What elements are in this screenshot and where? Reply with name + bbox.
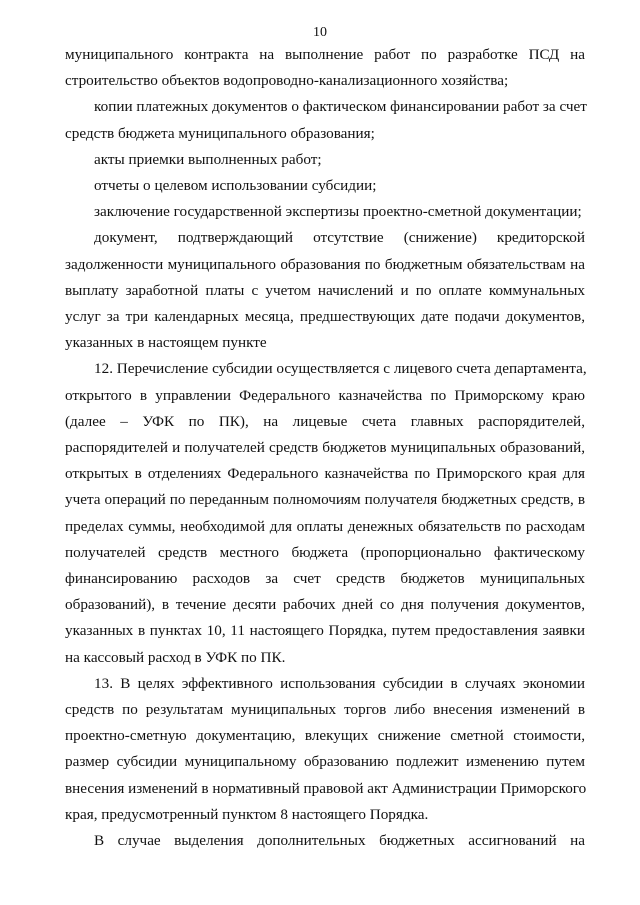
text-line: открытых в отделениях Федерального казначейства по Приморского края для [65, 465, 585, 483]
text-line: края, предусмотренный пунктом 8 настоящего Порядка. [65, 805, 429, 823]
text-line: проектно-сметную документацию, влекущих снижение сметной стоимости, [65, 727, 585, 745]
text-line: средств бюджета муниципального образования; [65, 124, 375, 142]
text-line: акты приемки выполненных работ; [94, 150, 322, 168]
text-line: открытого в управлении Федерального казначейства по Приморскому краю [65, 386, 585, 404]
text-line: выплату заработной платы с учетом начислений и по оплате коммунальных [65, 281, 585, 299]
text-line: документ, подтверждающий отсутствие (снижение) кредиторской [94, 229, 585, 247]
text-line: средств по результатам муниципальных торгов либо внесения изменений в [65, 701, 585, 718]
text-line: образований), в течение десяти рабочих дней со дня получения документов, [65, 596, 585, 614]
text-line: финансированию расходов за счет средств бюджетов муниципальных [65, 570, 585, 587]
text-line: учета операций по переданным полномочиям получателя бюджетных средств, в [65, 491, 585, 509]
text-line: В случае выделения дополнительных бюджетных ассигнований на [94, 832, 585, 849]
text-line: указанных в пунктах 10, 11 настоящего Порядка, путем предоставления заявки [65, 622, 585, 640]
page-number: 10 [313, 25, 327, 40]
text-line: внесения изменений в нормативный правовой акт Администрации Приморского [65, 779, 587, 797]
text-line: пределах суммы, необходимой для оплаты денежных обязательств по расходам [65, 517, 585, 535]
text-line: муниципального контракта на выполнение работ по разработке ПСД на [65, 46, 585, 63]
text-line: 13. В целях эффективного использования субсидии в случаях экономии [94, 674, 585, 692]
text-line: строительство объектов водопроводно-канализационного хозяйства; [65, 72, 509, 90]
text-line: задолженности муниципального образования по бюджетным обязательствам на [65, 255, 585, 273]
text-line: размер субсидии муниципальному образованию подлежит изменению путем [65, 753, 585, 771]
text-line: заключение государственной экспертизы проектно-сметной документации; [94, 203, 582, 221]
text-line: на кассовый расход в УФК по ПК. [65, 648, 286, 666]
text-line: отчеты о целевом использовании субсидии; [94, 177, 377, 194]
text-line: распорядителей и получателей средств бюджетов муниципальных образований, [65, 439, 585, 456]
text-line: 12. Перечисление субсидии осуществляется с лицевого счета департамента, [94, 360, 587, 378]
text-line: получателей средств местного бюджета (пропорционально фактическому [65, 543, 585, 561]
text-line: (далее – УФК по ПК), на лицевые счета главных распорядителей, [65, 412, 585, 430]
text-line: услуг за три календарных месяца, предшествующих дате подачи документов, [65, 308, 585, 325]
text-line: копии платежных документов о фактическом финансировании работ за счет [94, 98, 587, 116]
text-line: указанных в настоящем пункте [65, 334, 267, 352]
